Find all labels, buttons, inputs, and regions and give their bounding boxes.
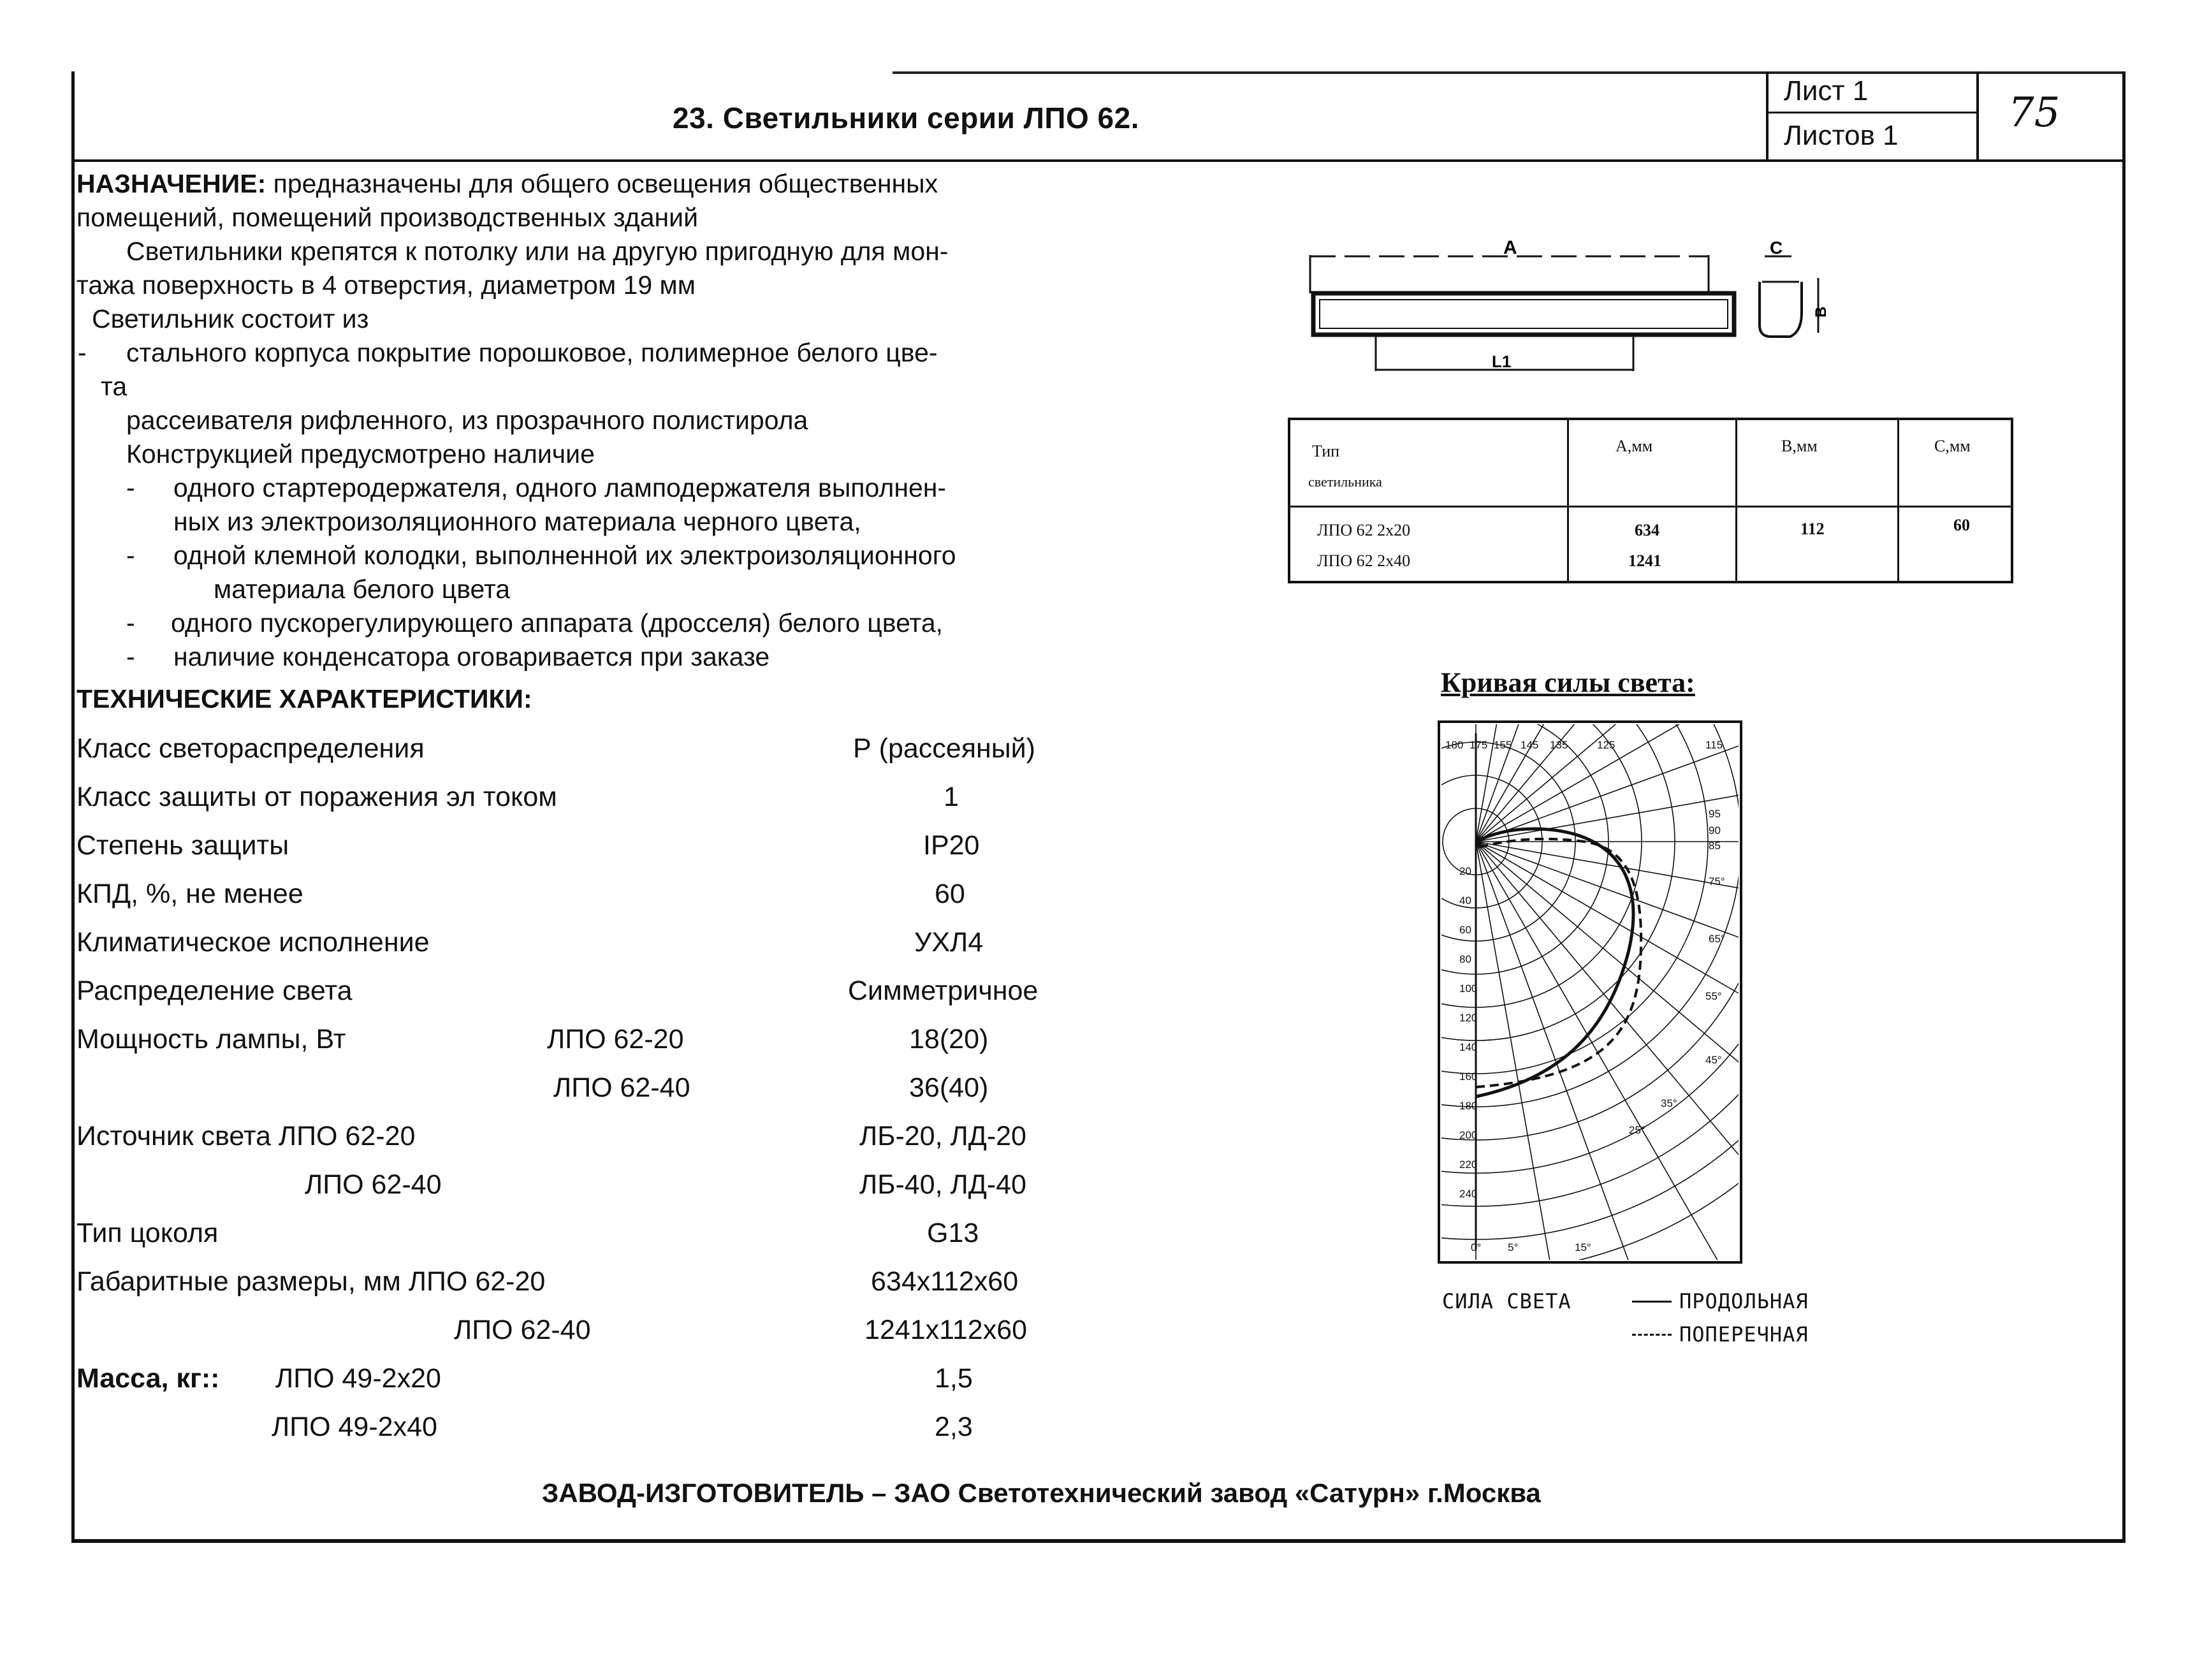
col-divider xyxy=(1897,420,1899,581)
spec-value: УХЛ4 xyxy=(914,927,984,958)
radial-label: 220 xyxy=(1459,1158,1478,1171)
angle-label: 85 xyxy=(1709,840,1721,852)
cell-type: ЛПО 62 2x20 xyxy=(1317,521,1411,539)
spec-value: 1,5 xyxy=(935,1363,973,1394)
angle-label: 35° xyxy=(1661,1097,1677,1109)
cell-type: ЛПО 62 2x40 xyxy=(1317,551,1411,570)
curve-title: Кривая силы света: xyxy=(1441,667,1695,698)
bullet-dash: - xyxy=(126,473,135,502)
spec-value: 634x112x60 xyxy=(871,1266,1019,1297)
radial-label: 80 xyxy=(1459,953,1471,965)
angle-label: 0° xyxy=(1471,1241,1482,1253)
purpose-line: тажа поверхность в 4 отверстия, диаметром 19 мм xyxy=(77,270,696,300)
angle-label: 135 xyxy=(1550,739,1568,751)
angle-label: 125 xyxy=(1597,739,1615,751)
col-divider xyxy=(1567,420,1569,581)
angle-label: 15° xyxy=(1575,1241,1591,1253)
angle-label: 45° xyxy=(1705,1054,1722,1066)
angle-label: 145 xyxy=(1520,739,1539,751)
spec-model: ЛПО 62-20 xyxy=(547,1024,684,1055)
th-c: С,мм xyxy=(1934,437,1971,455)
bullet-dash: - xyxy=(126,642,135,671)
purpose-line: одного пускорегулирующего аппарата (дросселя) белого цвета, xyxy=(171,608,944,638)
spec-label: КПД, %, не менее xyxy=(77,879,303,909)
spec-value: Р (рассеяный) xyxy=(853,733,1035,764)
luminaire-diffuser xyxy=(1320,300,1728,328)
sheet-cell xyxy=(1768,71,1979,113)
radial-label: 40 xyxy=(1459,895,1471,907)
bullet-dash: - xyxy=(126,541,135,570)
spec-model: ЛПО 49-2x20 xyxy=(275,1363,441,1394)
light-distribution-chart xyxy=(1438,720,1744,1266)
purpose-line: ных из электроизоляционного материала черного цвета, xyxy=(173,507,861,536)
purpose-line: та xyxy=(101,372,128,401)
footer-manufacturer: ЗАВОД-ИЗГОТОВИТЕЛЬ – ЗАО Светотехнический завод «Сатурн» г.Москва xyxy=(542,1478,1541,1508)
label-a: A xyxy=(1503,237,1517,258)
th-a: А,мм xyxy=(1615,437,1653,455)
radial-label: 60 xyxy=(1459,924,1471,936)
label-c: C xyxy=(1770,238,1783,258)
label-l1: L1 xyxy=(1492,352,1512,371)
spec-label: Тип цоколя xyxy=(77,1218,219,1248)
sheet-label: Лист 1 xyxy=(1784,75,1869,106)
radial-label: 160 xyxy=(1459,1070,1478,1083)
angle-label: 90 xyxy=(1709,824,1721,836)
bullet-dash: - xyxy=(78,338,87,367)
angle-label: 55° xyxy=(1705,990,1722,1002)
legend-solid: ПРОДОЛЬНАЯ xyxy=(1679,1289,1809,1313)
spec-value: 1 xyxy=(944,782,959,812)
cell-c: 60 xyxy=(1953,516,1970,534)
spec-label: Источник света ЛПО 62-20 xyxy=(77,1121,416,1151)
specs-heading: ТЕХНИЧЕСКИЕ ХАРАКТЕРИСТИКИ: xyxy=(77,684,532,713)
header-rule xyxy=(71,159,2126,162)
spec-model: ЛПО 62-40 xyxy=(553,1072,690,1103)
spec-value: 1241x112x60 xyxy=(864,1315,1028,1345)
sheet-info-box xyxy=(1766,71,2113,159)
purpose-line: Конструкцией предусмотрено наличие xyxy=(126,439,595,469)
purpose-line: материала белого цвета xyxy=(214,574,511,604)
spec-label: Габаритные размеры, мм ЛПО 62-20 xyxy=(77,1266,546,1297)
angle-label: 155 xyxy=(1494,739,1512,751)
angle-label: 75° xyxy=(1709,875,1725,887)
angle-label: 175 xyxy=(1469,739,1488,751)
purpose-line: Светильники крепятся к потолку или на другую пригодную для мон- xyxy=(126,237,949,266)
radial-label: 200 xyxy=(1459,1129,1478,1141)
sheets-cell xyxy=(1768,113,1979,159)
spec-model: ЛПО 49-2x40 xyxy=(272,1412,437,1442)
spec-label: ЛПО 62-40 xyxy=(305,1169,442,1200)
radial-label: 120 xyxy=(1459,1012,1478,1024)
th-type-sub: светильника xyxy=(1308,474,1382,490)
spec-value: ЛБ-20, ЛД-20 xyxy=(859,1121,1026,1151)
spec-value: G13 xyxy=(927,1218,979,1248)
spec-value: 18(20) xyxy=(909,1024,989,1055)
purpose-line: Светильник состоит из xyxy=(92,304,369,333)
spec-label: ЛПО 62-40 xyxy=(454,1315,591,1345)
angle-label: 5° xyxy=(1508,1241,1519,1253)
spec-label: Климатическое исполнение xyxy=(77,927,430,958)
purpose-text: предназначены для общего освещения общественных xyxy=(266,169,938,198)
radial-label: 140 xyxy=(1459,1041,1478,1053)
spec-value: IP20 xyxy=(923,830,980,861)
spec-value: Симметричное xyxy=(848,975,1039,1006)
cell-a: 1241 xyxy=(1628,551,1661,570)
angle-label: 25° xyxy=(1629,1124,1645,1136)
legend-label: СИЛА СВЕТА xyxy=(1442,1289,1572,1313)
page-number: 75 xyxy=(2008,89,2060,136)
purpose-line: рассеивателя рифленного, из прозрачного полистирола xyxy=(126,405,808,435)
label-b: B xyxy=(1812,306,1830,318)
purpose-heading: НАЗНАЧЕНИЕ: xyxy=(77,169,266,198)
purpose-line: одного стартеродержателя, одного ламподержателя выполнен- xyxy=(173,473,947,502)
purpose-line: стального корпуса покрытие порошковое, полимерное белого цве- xyxy=(126,338,938,367)
spec-label: Мощность лампы, Вт xyxy=(77,1024,346,1055)
legend-solid-line xyxy=(1632,1301,1672,1303)
purpose-line: одной клемной колодки, выполненной их электроизоляционного xyxy=(173,541,956,570)
bullet-dash: - xyxy=(126,608,135,638)
spec-label: Степень защиты xyxy=(77,830,289,861)
spec-label: Масса, кг:: xyxy=(77,1363,220,1394)
luminaire-drawing xyxy=(1301,230,1849,383)
spec-label: Класс светораспределения xyxy=(77,733,425,764)
angle-label: 95 xyxy=(1709,808,1721,820)
angle-label: 180 xyxy=(1445,739,1464,751)
cell-b: 112 xyxy=(1800,520,1825,538)
spec-value: 36(40) xyxy=(909,1072,989,1103)
purpose-line xyxy=(77,167,938,201)
cell-a: 634 xyxy=(1635,521,1659,539)
radial-label: 180 xyxy=(1459,1100,1478,1112)
row-divider xyxy=(1290,506,2011,508)
th-type: Тип xyxy=(1312,442,1340,460)
dimensions-table xyxy=(1288,418,2013,583)
angle-label: 65° xyxy=(1709,933,1725,945)
th-b: В,мм xyxy=(1781,437,1818,455)
col-divider xyxy=(1735,420,1737,581)
radial-label: 100 xyxy=(1459,982,1478,995)
purpose-line: помещений, помещений производственных зданий xyxy=(77,203,698,232)
radial-label: 240 xyxy=(1459,1188,1478,1200)
luminaire-profile xyxy=(1760,282,1802,337)
legend-dashed: ПОПЕРЕЧНАЯ xyxy=(1679,1322,1809,1347)
legend-dashed-line xyxy=(1632,1334,1672,1336)
spec-value: ЛБ-40, ЛД-40 xyxy=(859,1169,1026,1200)
page-title: 23. Светильники серии ЛПО 62. xyxy=(673,101,1139,135)
spec-value: 2,3 xyxy=(935,1412,973,1442)
purpose-line: наличие конденсатора оговаривается при заказе xyxy=(173,642,770,671)
angle-label: 115 xyxy=(1705,739,1723,751)
spec-label: Распределение света xyxy=(77,975,353,1006)
radial-label: 20 xyxy=(1459,865,1471,877)
spec-value: 60 xyxy=(935,879,965,909)
spec-label: Класс защиты от поражения эл током xyxy=(77,782,557,812)
sheets-label: Листов 1 xyxy=(1784,120,1899,151)
